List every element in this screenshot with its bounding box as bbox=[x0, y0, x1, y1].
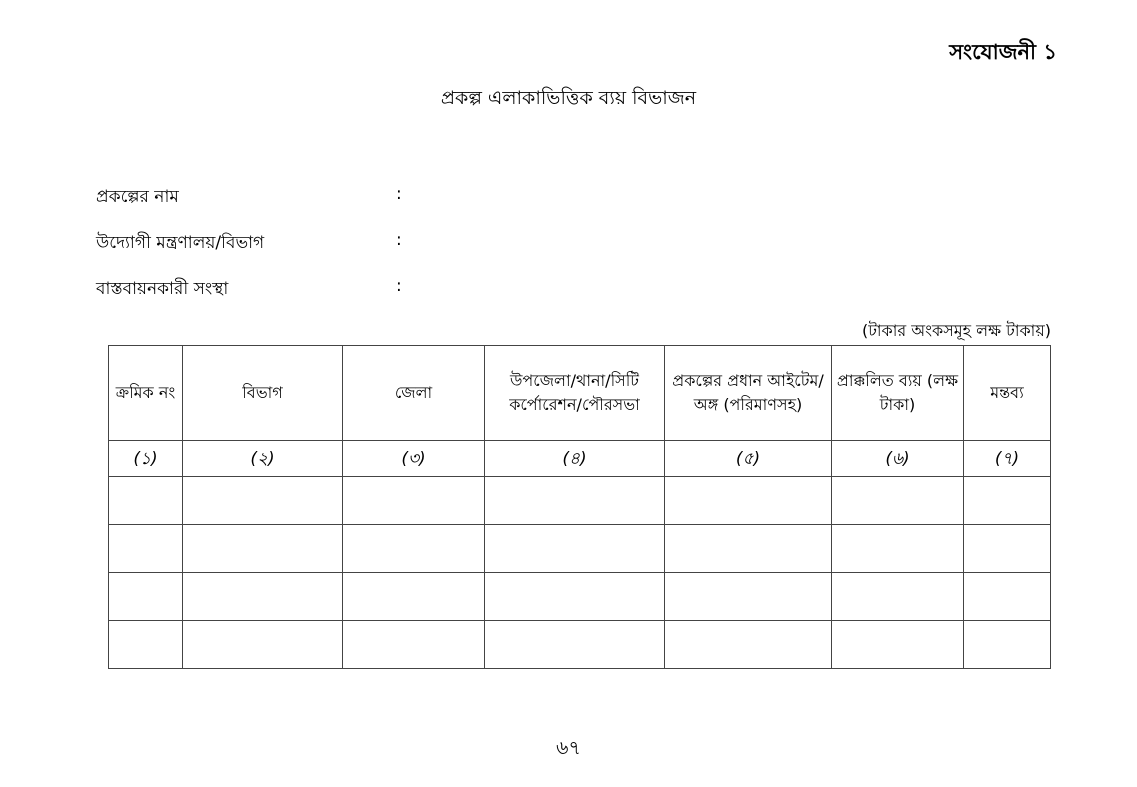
header-remarks: মন্তব্য bbox=[964, 346, 1051, 441]
table-header-row bbox=[109, 346, 1051, 441]
info-row-implementing-agency bbox=[96, 276, 426, 302]
table-cell bbox=[665, 621, 832, 669]
table-cell bbox=[109, 525, 183, 573]
table-row bbox=[109, 573, 1051, 621]
table-cell bbox=[109, 477, 183, 525]
info-separator: : bbox=[396, 276, 402, 296]
header-division: বিভাগ bbox=[183, 346, 343, 441]
info-row-ministry bbox=[96, 230, 426, 256]
header-upazila: উপজেলা/থানা/সিটি কর্পোরেশন/পৌরসভা bbox=[485, 346, 665, 441]
table-cell bbox=[964, 477, 1051, 525]
column-number: (৭) bbox=[964, 441, 1051, 477]
table-row bbox=[109, 525, 1051, 573]
table-cell bbox=[343, 525, 485, 573]
unit-note: (টাকার অংকসমূহ লক্ষ টাকায়) bbox=[861, 321, 1051, 340]
header-estimated-cost: প্রাক্কলিত ব্যয় (লক্ষ টাকা) bbox=[832, 346, 964, 441]
header-district: জেলা bbox=[343, 346, 485, 441]
column-number: (৪) bbox=[485, 441, 665, 477]
info-separator: : bbox=[396, 230, 402, 250]
table-cell bbox=[665, 477, 832, 525]
column-number: (৫) bbox=[665, 441, 832, 477]
column-number: (১) bbox=[109, 441, 183, 477]
table-cell bbox=[832, 573, 964, 621]
table-cell bbox=[485, 573, 665, 621]
table-cell bbox=[665, 573, 832, 621]
table-cell bbox=[343, 477, 485, 525]
table-cell bbox=[183, 525, 343, 573]
table-cell bbox=[485, 525, 665, 573]
table-cell bbox=[964, 525, 1051, 573]
annex-label: সংযোজনী ১ bbox=[949, 40, 1057, 64]
column-number-row bbox=[109, 441, 1051, 477]
table-row bbox=[109, 477, 1051, 525]
info-label-project-name: প্রকল্পের নাম bbox=[96, 187, 179, 207]
info-separator: : bbox=[396, 184, 402, 204]
header-serial-no: ক্রমিক নং bbox=[109, 346, 183, 441]
table-cell bbox=[183, 477, 343, 525]
table-cell bbox=[832, 621, 964, 669]
info-row-project-name bbox=[96, 184, 426, 210]
table-cell bbox=[183, 573, 343, 621]
table-cell bbox=[832, 525, 964, 573]
table-cell bbox=[485, 621, 665, 669]
table-cell bbox=[343, 621, 485, 669]
table-row bbox=[109, 621, 1051, 669]
column-number: (৩) bbox=[343, 441, 485, 477]
table-cell bbox=[485, 477, 665, 525]
table-cell bbox=[665, 525, 832, 573]
table-cell bbox=[964, 621, 1051, 669]
table-cell bbox=[964, 573, 1051, 621]
page-number: ৬৭ bbox=[556, 737, 581, 759]
column-number: (৬) bbox=[832, 441, 964, 477]
table-cell bbox=[183, 621, 343, 669]
column-number: (২) bbox=[183, 441, 343, 477]
info-label-implementing-agency: বাস্তবায়নকারী সংস্থা bbox=[96, 279, 229, 299]
cost-breakdown-table bbox=[108, 345, 1051, 669]
table-cell bbox=[109, 573, 183, 621]
table-cell bbox=[109, 621, 183, 669]
header-main-item: প্রকল্পের প্রধান আইটেম/অঙ্গ (পরিমাণসহ) bbox=[665, 346, 832, 441]
info-label-ministry: উদ্যোগী মন্ত্রণালয়/বিভাগ bbox=[96, 233, 265, 253]
table-cell bbox=[343, 573, 485, 621]
table-cell bbox=[832, 477, 964, 525]
document-title: প্রকল্প এলাকাভিত্তিক ব্যয় বিভাজন bbox=[440, 87, 697, 109]
